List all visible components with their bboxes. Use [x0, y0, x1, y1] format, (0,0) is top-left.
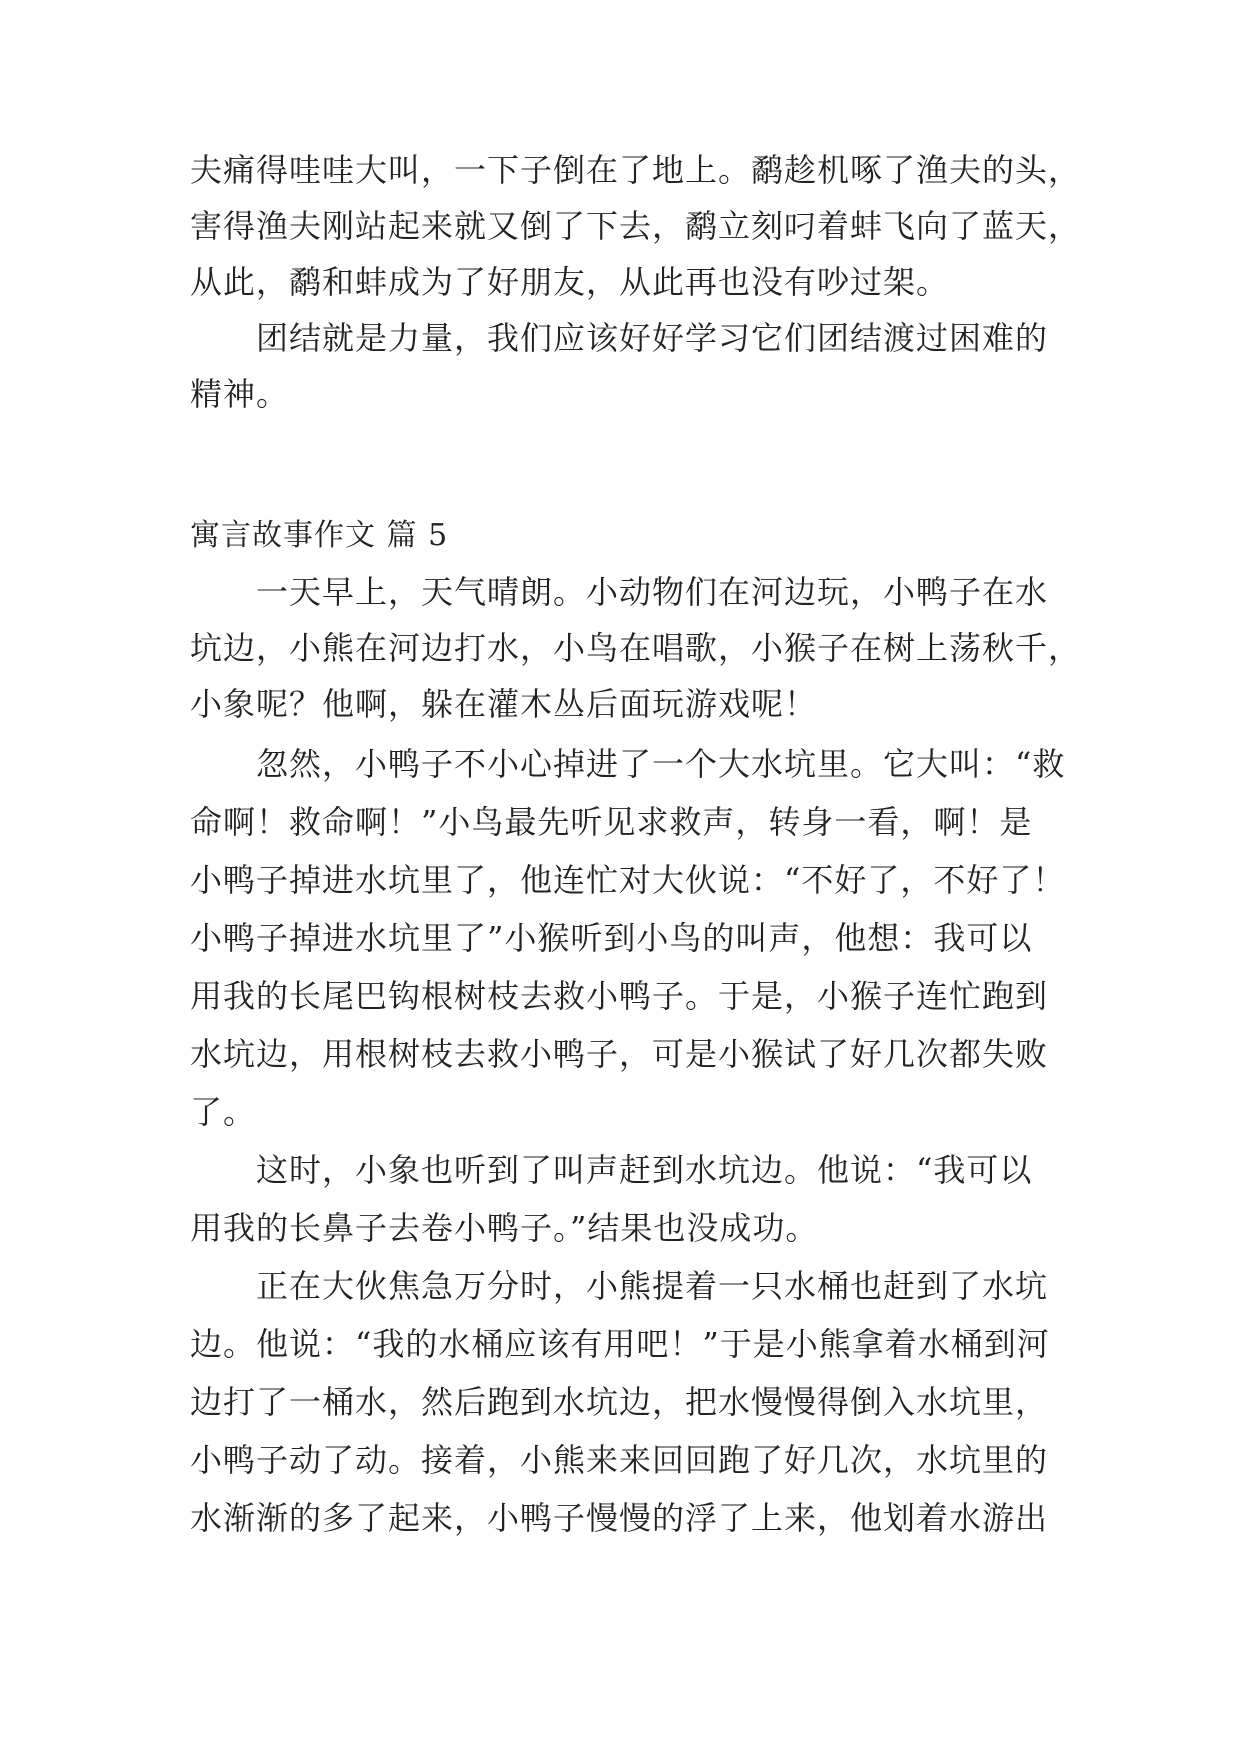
paragraph-line: 正在大伙焦急万分时，小熊提着一只水桶也赶到了水坑 [256, 1267, 1049, 1305]
paragraph-line: 精神。 [190, 375, 290, 413]
paragraph-line: 小鸭子动了动。接着，小熊来来回回跑了好几次，水坑里的 [190, 1441, 1049, 1479]
paragraph-line: 害得渔夫刚站起来就又倒了下去，鹬立刻叼着蚌飞向了蓝天， [190, 207, 1082, 245]
paragraph-line: 坑边，小熊在河边打水，小鸟在唱歌，小猴子在树上荡秋千， [190, 629, 1082, 667]
paragraph-line: 用我的长鼻子去卷小鸭子。”结果也没成功。 [190, 1209, 819, 1247]
paragraph-line: 小鸭子掉进水坑里了”小猴听到小鸟的叫声，他想：我可以 [190, 919, 1033, 957]
paragraph-line: 了。 [190, 1093, 257, 1131]
paragraph-line: 用我的长尾巴钩根树枝去救小鸭子。于是，小猴子连忙跑到 [190, 977, 1049, 1015]
paragraph-line: 团结就是力量，我们应该好好学习它们团结渡过困难的 [256, 319, 1049, 357]
section-heading: 寓言故事作文 篇 5 [190, 518, 449, 553]
paragraph-line: 命啊！救命啊！”小鸟最先听见求救声，转身一看，啊！是 [190, 803, 1033, 841]
paragraph-line: 忽然，小鸭子不小心掉进了一个大水坑里。它大叫：“救 [256, 745, 1066, 783]
paragraph-line: 边打了一桶水，然后跑到水坑边，把水慢慢得倒入水坑里， [190, 1383, 1049, 1421]
paragraph-line: 小象呢？他啊，躲在灌木丛后面玩游戏呢！ [190, 685, 818, 723]
paragraph-line: 夫痛得哇哇大叫，一下子倒在了地上。鹬趁机啄了渔夫的头， [190, 151, 1082, 189]
paragraph-line: 一天早上，天气晴朗。小动物们在河边玩，小鸭子在水 [256, 573, 1049, 611]
paragraph-line: 从此，鹬和蚌成为了好朋友，从此再也没有吵过架。 [190, 263, 950, 301]
paragraph-line: 这时，小象也听到了叫声赶到水坑边。他说：“我可以 [256, 1151, 1033, 1189]
paragraph-line: 水渐渐的多了起来，小鸭子慢慢的浮了上来，他划着水游出 [190, 1499, 1049, 1537]
paragraph-line: 小鸭子掉进水坑里了，他连忙对大伙说：“不好了，不好了！ [190, 861, 1066, 899]
paragraph-line: 水坑边，用根树枝去救小鸭子，可是小猴试了好几次都失败 [190, 1035, 1049, 1073]
paragraph-line: 边。他说：“我的水桶应该有用吧！”于是小熊拿着水桶到河 [190, 1325, 1050, 1363]
